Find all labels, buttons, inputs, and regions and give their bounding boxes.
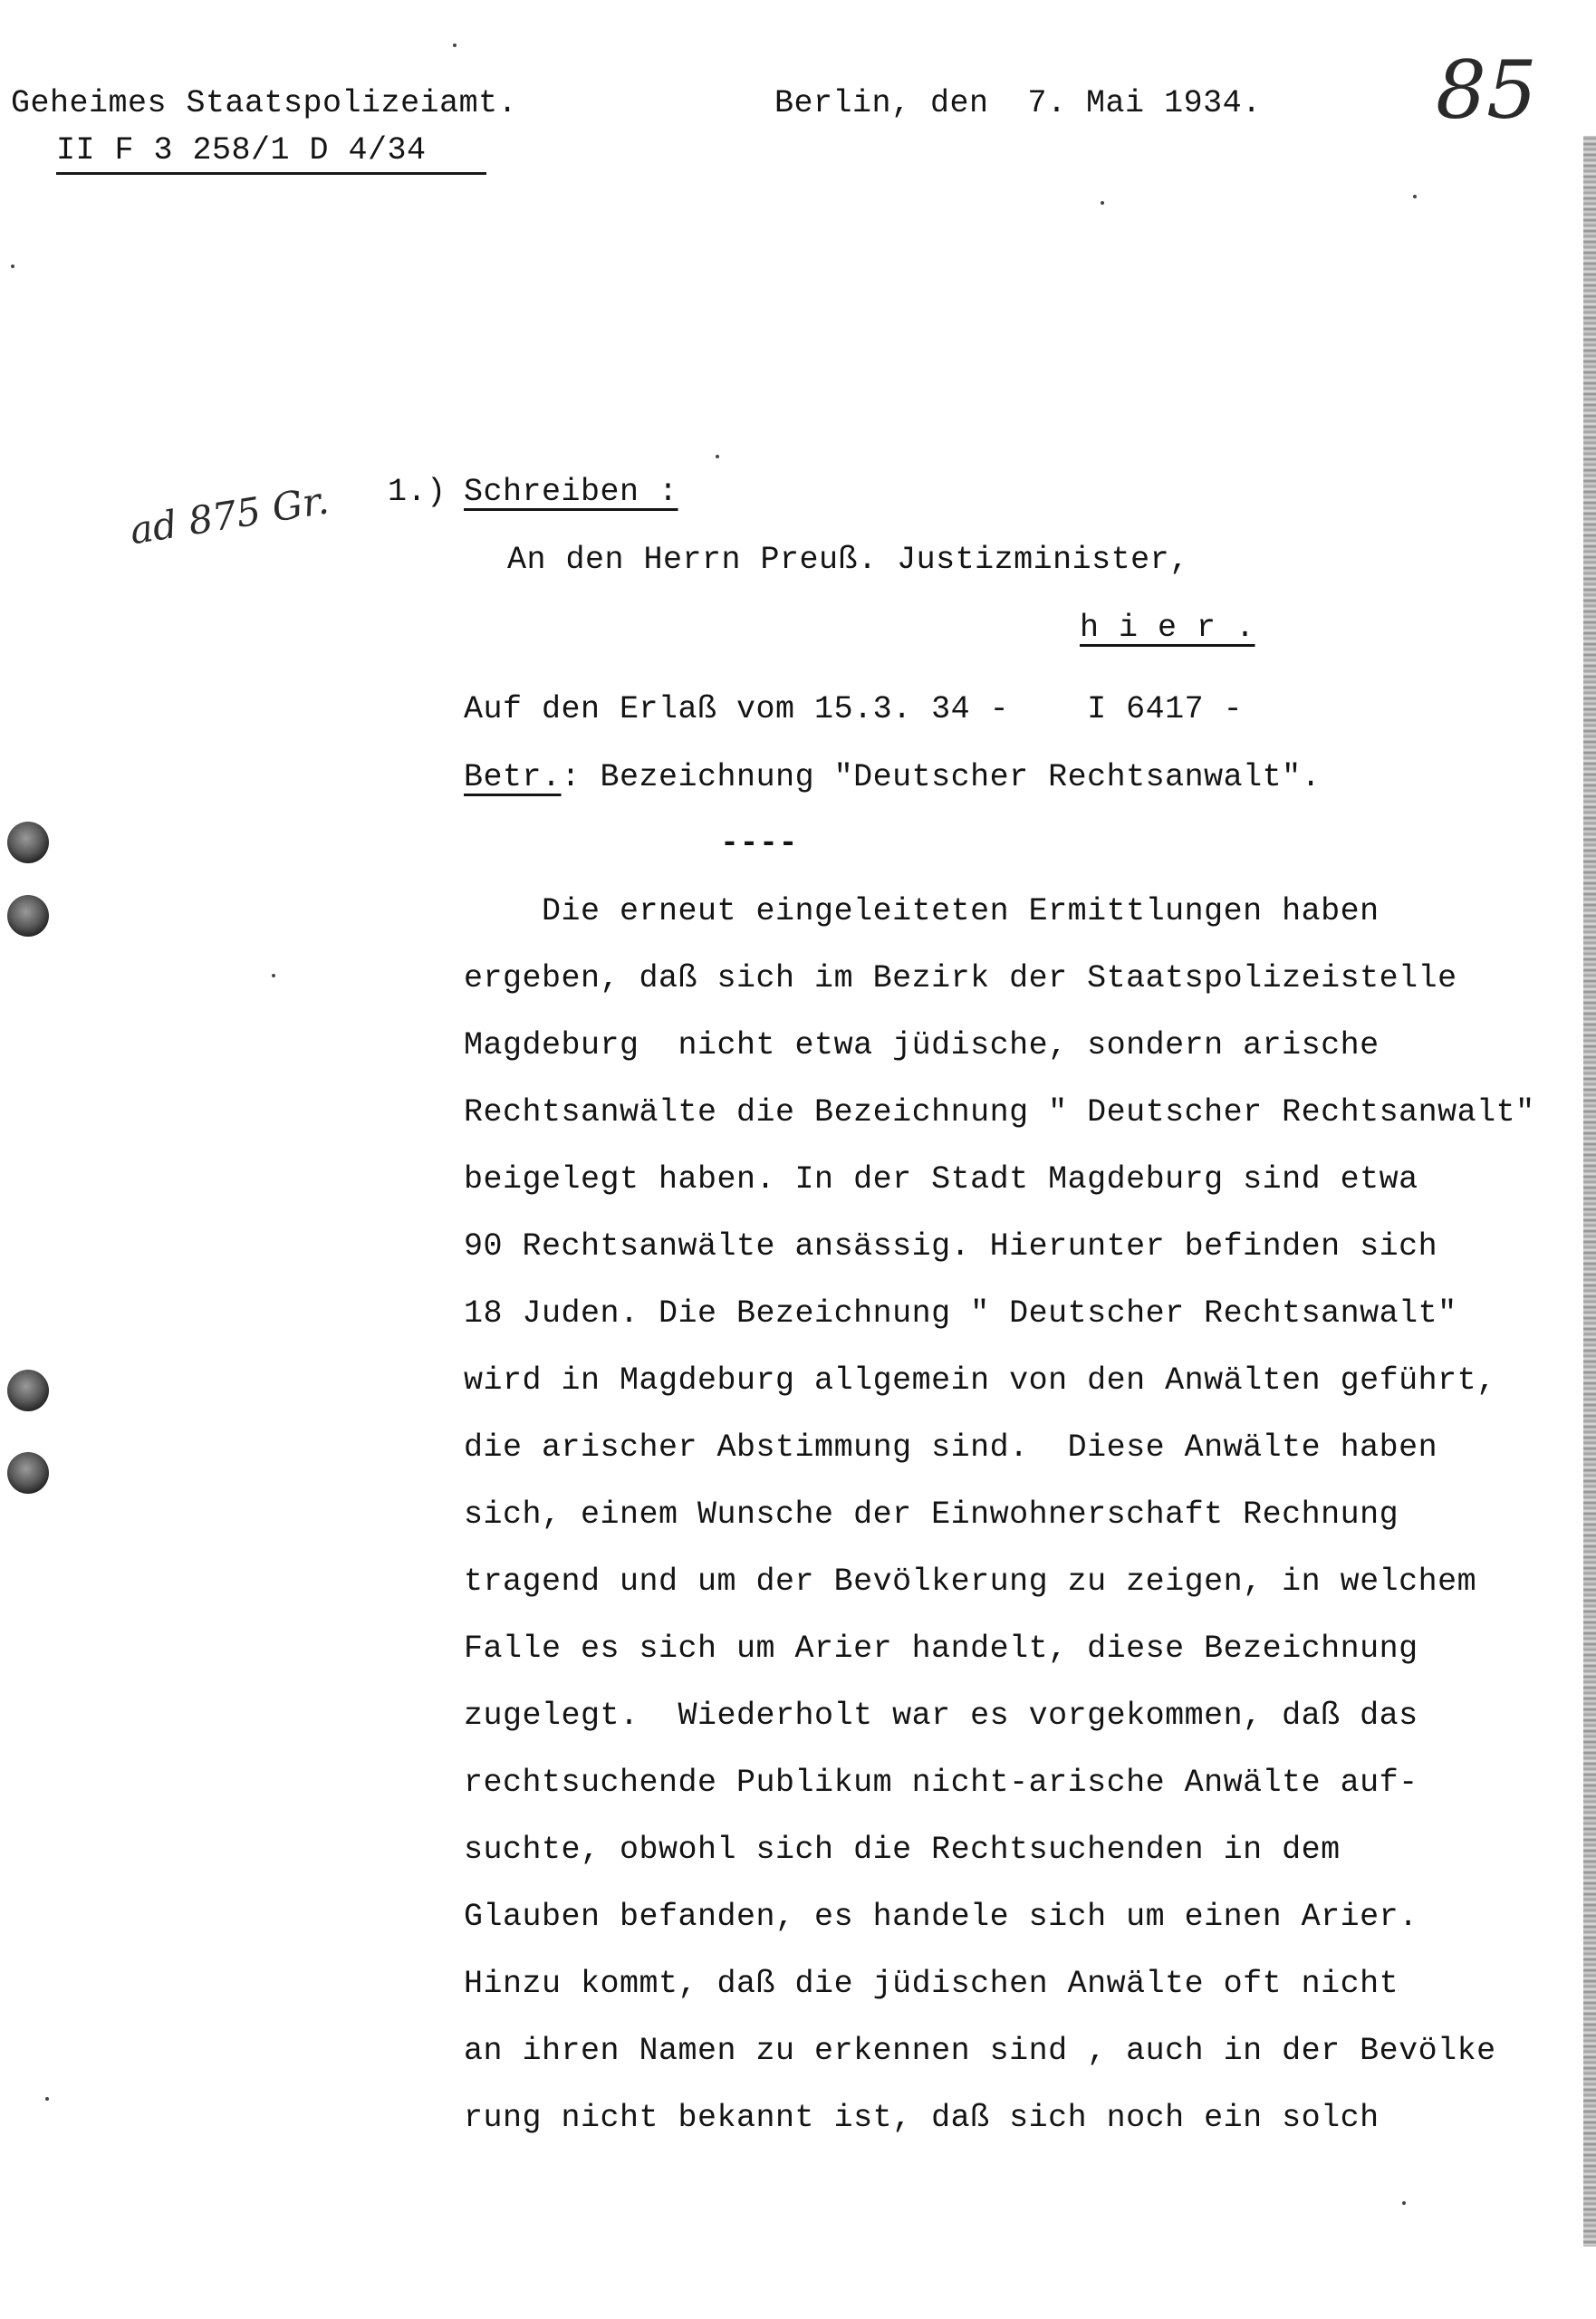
body-line: rechtsuchende Publikum nicht-arische Anwälte auf-	[464, 1765, 1418, 1801]
punch-hole	[7, 895, 49, 937]
body-line: 90 Rechtsanwälte ansässig. Hierunter befinden sich	[464, 1228, 1438, 1265]
body-line: sich, einem Wunsche der Einwohnerschaft Rechnung	[464, 1496, 1399, 1533]
speck	[11, 265, 14, 268]
item-heading: Schreiben :	[464, 474, 678, 510]
punch-hole	[7, 1452, 49, 1494]
recipient: An den Herrn Preuß. Justizminister,	[507, 542, 1189, 578]
body-line: wird in Magdeburg allgemein von den Anwälten geführt,	[464, 1362, 1496, 1399]
body-line: beigelegt haben. In der Stadt Magdeburg sind etwa	[464, 1161, 1418, 1198]
folio-number: 85	[1436, 43, 1537, 137]
body-line: tragend und um der Bevölkerung zu zeigen, in welchem	[464, 1564, 1477, 1600]
issuing-authority: Geheimes Staatspolizeiamt.	[11, 85, 518, 121]
speck	[45, 2097, 49, 2101]
speck	[453, 43, 457, 47]
body-line: suchte, obwohl sich die Rechtsuchenden in dem	[464, 1832, 1341, 1868]
file-reference: II F 3 258/1 D 4/34	[56, 132, 427, 168]
body-line: Magdeburg nicht etwa jüdische, sondern arische	[464, 1027, 1380, 1063]
body-line: Die erneut eingeleiteten Ermittlungen haben	[464, 893, 1380, 929]
subject-label: Betr.	[464, 759, 562, 795]
punch-hole	[7, 822, 49, 863]
subject-text: : Bezeichnung "Deutscher Rechtsanwalt".	[561, 759, 1322, 795]
decree-reference: Auf den Erlaß vom 15.3. 34 - I 6417 -	[464, 691, 1244, 727]
body-line: Falle es sich um Arier handelt, diese Bezeichnung	[464, 1631, 1418, 1667]
body-line: rung nicht bekannt ist, daß sich noch ein solch	[464, 2100, 1380, 2136]
speck	[716, 455, 719, 458]
body-line: zugelegt. Wiederholt war es vorgekommen, daß das	[464, 1698, 1418, 1734]
page-edge	[1583, 136, 1596, 2247]
place-and-date: Berlin, den 7. Mai 1934.	[774, 85, 1262, 121]
subject-line	[464, 758, 1321, 796]
speck	[272, 974, 275, 977]
separator: ----	[720, 825, 799, 861]
item-number: 1.)	[388, 474, 447, 510]
speck	[1402, 2201, 1406, 2205]
speck	[1413, 195, 1417, 198]
speck	[1101, 201, 1104, 205]
body-line: die arischer Abstimmung sind. Diese Anwälte haben	[464, 1429, 1438, 1466]
body-line: Hinzu kommt, daß die jüdischen Anwälte oft nicht	[464, 1966, 1399, 2002]
punch-hole	[7, 1370, 49, 1411]
body-line: 18 Juden. Die Bezeichnung " Deutscher Rechtsanwalt"	[464, 1295, 1457, 1332]
body-line: ergeben, daß sich im Bezirk der Staatspolizeistelle	[464, 960, 1457, 996]
margin-note: ad 875 Gr.	[127, 477, 332, 553]
body-line: an ihren Namen zu erkennen sind , auch in der Bevölke	[464, 2033, 1496, 2069]
reference-underline	[56, 172, 486, 175]
body-line: Glauben befanden, es handele sich um einen Arier.	[464, 1899, 1418, 1935]
body-line: Rechtsanwälte die Bezeichnung " Deutscher Rechtsanwalt"	[464, 1094, 1535, 1131]
recipient-location: h i e r .	[1080, 610, 1255, 646]
